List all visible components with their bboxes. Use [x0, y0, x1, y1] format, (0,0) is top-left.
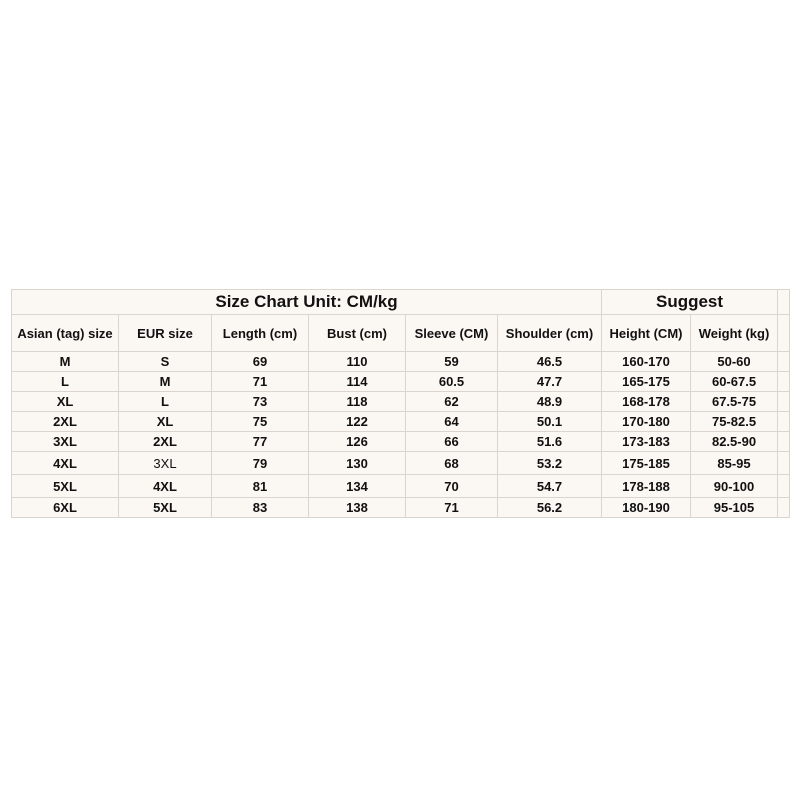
table-cell: 60.5 [406, 372, 498, 392]
table-cell: 75 [212, 412, 309, 432]
table-cell: 62 [406, 392, 498, 412]
table-cell: L [119, 392, 212, 412]
title-row [12, 290, 790, 315]
column-header-sleeve: Sleeve (CM) [406, 315, 498, 352]
table-cell: 2XL [119, 432, 212, 452]
table-cell: 54.7 [498, 475, 602, 498]
table-cell: 138 [309, 498, 406, 518]
table-cell: 70 [406, 475, 498, 498]
table-cell: 173-183 [602, 432, 691, 452]
empty-cell [778, 392, 790, 412]
column-header-shoulder: Shoulder (cm) [498, 315, 602, 352]
table-cell: XL [119, 412, 212, 432]
table-cell: 71 [406, 498, 498, 518]
column-header-asian-size: Asian (tag) size [12, 315, 119, 352]
table-cell: 67.5-75 [691, 392, 778, 412]
size-rows [12, 352, 790, 518]
table-row [12, 452, 790, 475]
table-cell: 50.1 [498, 412, 602, 432]
table-cell: 51.6 [498, 432, 602, 452]
table-cell: 114 [309, 372, 406, 392]
table-cell: 64 [406, 412, 498, 432]
table-cell: 5XL [12, 475, 119, 498]
table-cell: 178-188 [602, 475, 691, 498]
size-chart-title: Size Chart Unit: CM/kg [12, 290, 602, 315]
table-cell: L [12, 372, 119, 392]
empty-cell [778, 432, 790, 452]
table-cell: 68 [406, 452, 498, 475]
table-cell: 6XL [12, 498, 119, 518]
empty-cell [778, 315, 790, 352]
table-cell: 122 [309, 412, 406, 432]
table-cell: 81 [212, 475, 309, 498]
empty-cell [778, 372, 790, 392]
suggest-title: Suggest [602, 290, 778, 315]
table-cell: 3XL [119, 452, 212, 475]
table-cell: 50-60 [691, 352, 778, 372]
table-cell: 165-175 [602, 372, 691, 392]
column-header-height: Height (CM) [602, 315, 691, 352]
empty-cell [778, 352, 790, 372]
empty-cell [778, 412, 790, 432]
table-cell: 77 [212, 432, 309, 452]
table-cell: 90-100 [691, 475, 778, 498]
table-cell: 4XL [12, 452, 119, 475]
table-cell: 2XL [12, 412, 119, 432]
table-cell: 170-180 [602, 412, 691, 432]
table-cell: M [12, 352, 119, 372]
table-cell: 110 [309, 352, 406, 372]
table-cell: 79 [212, 452, 309, 475]
table-cell: 47.7 [498, 372, 602, 392]
table-row [12, 412, 790, 432]
table-row [12, 392, 790, 412]
table-cell: 83 [212, 498, 309, 518]
table-row [12, 475, 790, 498]
column-header-length: Length (cm) [212, 315, 309, 352]
table-row [12, 372, 790, 392]
table-cell: 66 [406, 432, 498, 452]
table-cell: 71 [212, 372, 309, 392]
table-cell: 69 [212, 352, 309, 372]
table-cell: 168-178 [602, 392, 691, 412]
table-cell: 118 [309, 392, 406, 412]
table-cell: 175-185 [602, 452, 691, 475]
table-cell: 95-105 [691, 498, 778, 518]
empty-cell [778, 498, 790, 518]
table-cell: 5XL [119, 498, 212, 518]
column-header-bust: Bust (cm) [309, 315, 406, 352]
table-cell: 180-190 [602, 498, 691, 518]
table-row [12, 432, 790, 452]
empty-cell [778, 475, 790, 498]
table-cell: 126 [309, 432, 406, 452]
table-cell: 56.2 [498, 498, 602, 518]
table-cell: 130 [309, 452, 406, 475]
table-cell: 85-95 [691, 452, 778, 475]
column-header-eur-size: EUR size [119, 315, 212, 352]
table-cell: 46.5 [498, 352, 602, 372]
table-cell: 3XL [12, 432, 119, 452]
table-cell: 48.9 [498, 392, 602, 412]
table-cell: M [119, 372, 212, 392]
empty-cell [778, 452, 790, 475]
table-cell: S [119, 352, 212, 372]
table-cell: 60-67.5 [691, 372, 778, 392]
table-cell: 53.2 [498, 452, 602, 475]
table-row [12, 352, 790, 372]
table-cell: 4XL [119, 475, 212, 498]
header-row [12, 315, 790, 352]
table-cell: XL [12, 392, 119, 412]
table-cell: 59 [406, 352, 498, 372]
size-chart-table [11, 289, 790, 518]
table-cell: 73 [212, 392, 309, 412]
column-header-weight: Weight (kg) [691, 315, 778, 352]
table-row [12, 498, 790, 518]
empty-cell [778, 290, 790, 315]
table-cell: 75-82.5 [691, 412, 778, 432]
table-cell: 160-170 [602, 352, 691, 372]
table-cell: 134 [309, 475, 406, 498]
table-cell: 82.5-90 [691, 432, 778, 452]
